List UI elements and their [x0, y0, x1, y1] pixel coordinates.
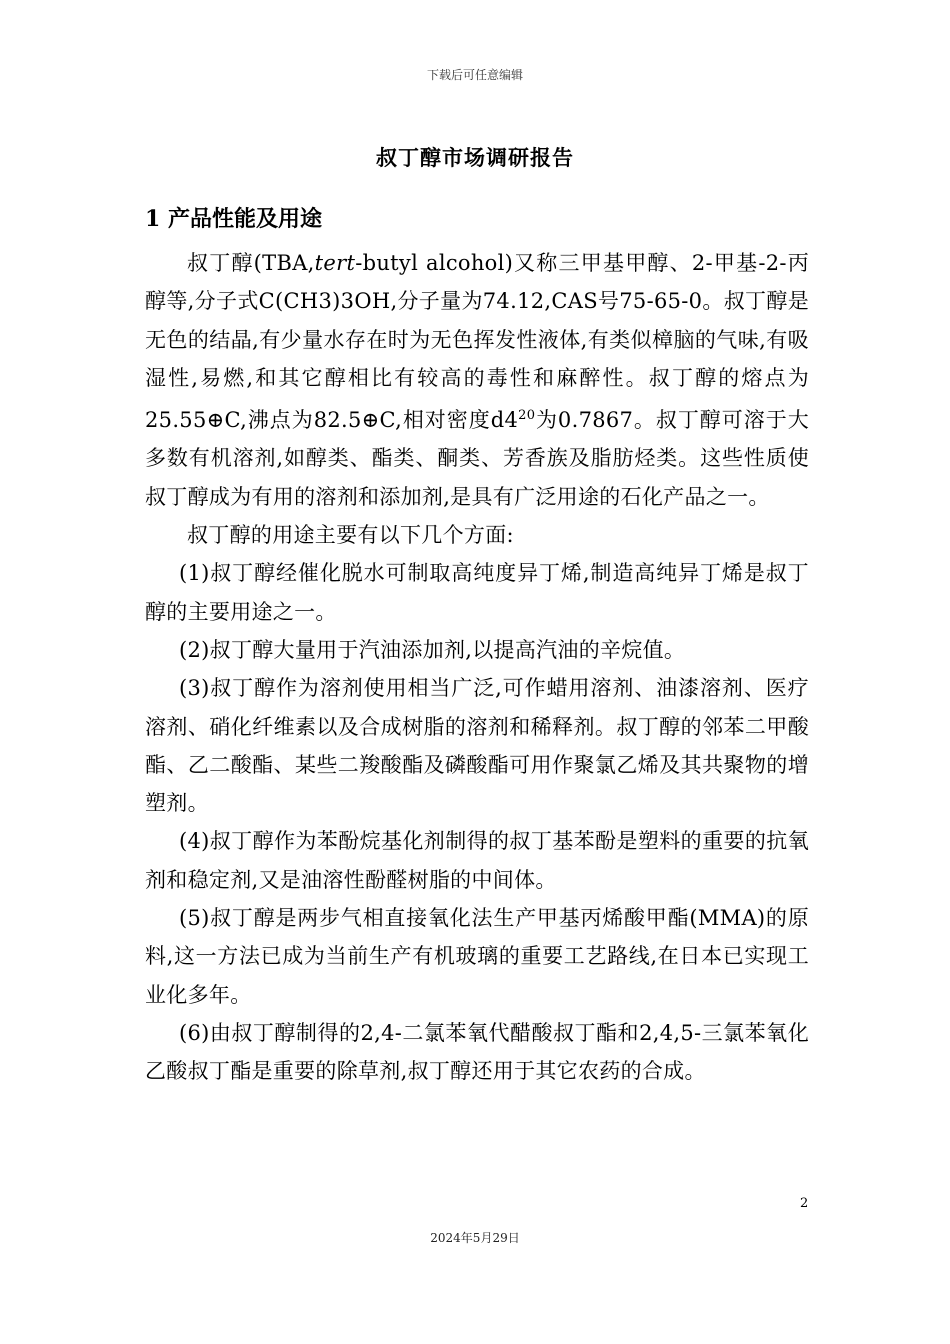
use-item-6: (6)由叔丁醇制得的2,4-二氯苯氧代醋酸叔丁酯和2,4,5-三氯苯氧化乙酸叔丁酯是重要的除草剂,叔丁醇还用于其它农药的合成。: [145, 1020, 809, 1084]
use-item-3: (3)叔丁醇作为溶剂使用相当广泛,可作蜡用溶剂、油漆溶剂、医疗溶剂、硝化纤维素以及合成树脂的溶剂和稀释剂。叔丁醇的邻苯二甲酸酯、乙二酸酯、某些二羧酸酯及磷酸酯可用作聚氯乙烯及其共聚物的增塑剂。: [145, 676, 809, 816]
section-heading: 1 产品性能及用途: [145, 206, 322, 232]
page-footer-date: 2024年5月29日: [430, 1231, 520, 1245]
uses-intro-paragraph: 叔丁醇的用途主要有以下几个方面:: [187, 523, 514, 548]
density-superscript: 20: [518, 408, 536, 424]
page-header: 下载后可任意编辑: [426, 68, 523, 82]
intro-text-c: 为0.7867。叔丁醇可溶于大多数有机溶剂,如醇类、酯类、酮类、芳香族及脂肪烃类。这些性质使叔丁醇成为有用的溶剂和添加剂,是具有广泛用途的石化产品之一。: [145, 408, 809, 509]
intro-italic-term: tert: [314, 251, 356, 275]
use-item-4: (4)叔丁醇作为苯酚烷基化剂制得的叔丁基苯酚是塑料的重要的抗氧剂和稳定剂,又是油溶性酚醛树脂的中间体。: [145, 829, 809, 892]
intro-paragraph: [145, 244, 809, 516]
use-item-1: (1)叔丁醇经催化脱水可制取高纯度异丁烯,制造高纯异丁烯是叔丁醇的主要用途之一。: [145, 561, 809, 624]
intro-text-b: -butyl alcohol)又称三甲基甲醇、2-甲基-2-丙醇等,分子式C(CH3)3OH,分子量为74.12,CAS号75-65-0。叔丁醇是无色的结晶,有少量水存在时为无色挥发性液体,有类似樟脑的气味,有吸湿性,易燃,和其它醇相比有较高的毒性和麻醉性。叔丁醇的熔点为25.55⊕C,沸点为82.5⊕C,相对密度d4: [145, 251, 809, 433]
document-body: [145, 200, 809, 1091]
use-item-5: (5)叔丁醇是两步气相直接氧化法生产甲基丙烯酸甲酯(MMA)的原料,这一方法已成为当前生产有机玻璃的重要工艺路线,在日本已实现工业化多年。: [145, 906, 809, 1007]
intro-text-a: 叔丁醇(TBA,: [187, 251, 315, 275]
page-number: 2: [800, 1196, 809, 1211]
document-title: 叔丁醇市场调研报告: [376, 145, 574, 170]
use-item-2: (2)叔丁醇大量用于汽油添加剂,以提高汽油的辛烷值。: [179, 637, 686, 662]
